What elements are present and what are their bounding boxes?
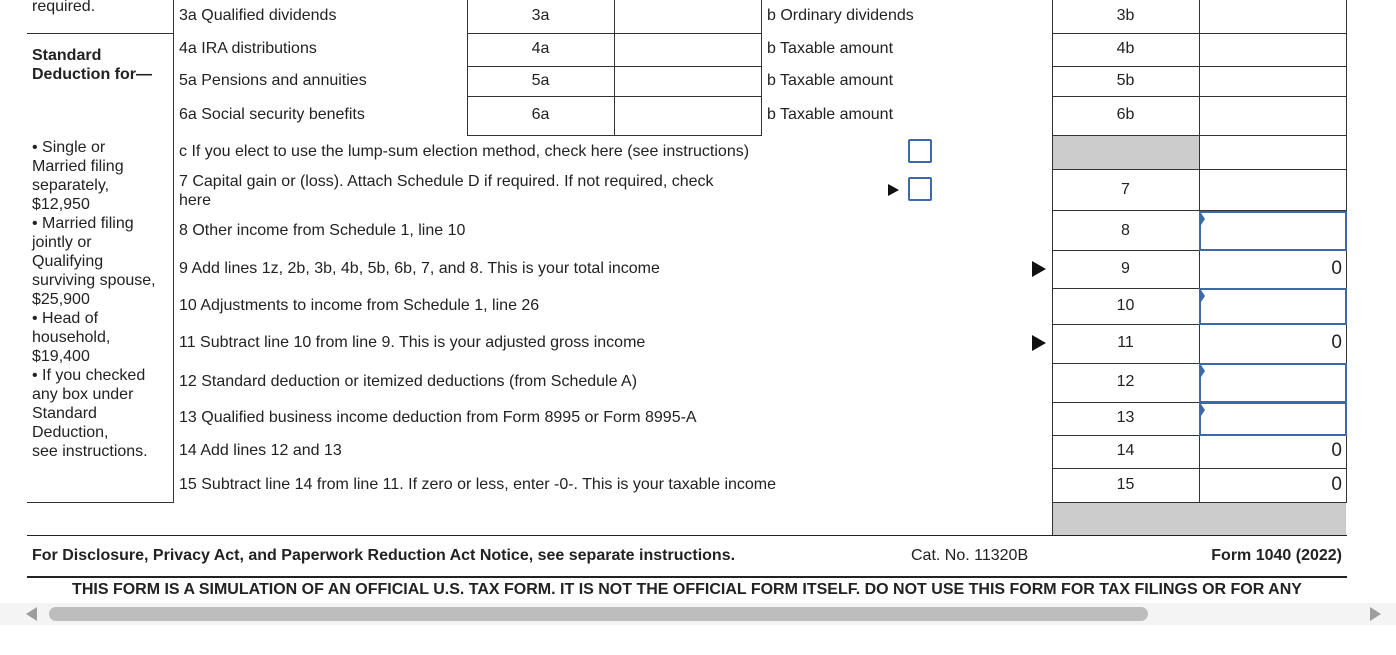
standard-deduction-title: Standard Deduction for— [32,47,152,83]
line-4b-label: b Taxable amount [767,40,894,57]
arrow-right-icon [1032,335,1046,351]
line-5b-label: b Taxable amount [767,72,894,89]
line-3b-input[interactable] [1200,1,1345,32]
line-8-label: 8 Other income from Schedule 1, line 10 [179,222,466,239]
line-3b-label: b Ordinary dividends [767,7,914,24]
line-11-box: 11 [1117,334,1134,351]
field-marker-icon [1201,213,1211,225]
line-3a-input[interactable] [615,1,760,32]
line-13-label: 13 Qualified business income deduction from Form 8995 or Form 8995-A [179,409,697,426]
line-5b-input[interactable] [1200,67,1345,95]
standard-deduction-list: • Single or Married filing separately, $12,950 • Married filing jointly or Qualifying surviving spouse, $25,900 • Head of household, $19,400 • If you checked any box under Standard Deduction, see instructions. [32,139,156,460]
field-marker-icon [1201,365,1211,377]
capital-gain-checkbox[interactable] [908,177,932,201]
arrow-right-icon [888,184,899,196]
line-7-label: 7 Capital gain or (loss). Attach Schedule D if required. If not required, check here [179,173,714,209]
line-12-input[interactable] [1199,363,1347,403]
arrow-right-icon [1032,261,1046,277]
line-4a-box: 4a [531,40,550,57]
line-12-label: 12 Standard deduction or itemized deductions (from Schedule A) [179,373,638,390]
line-5a-input[interactable] [615,67,760,95]
line-4b-input[interactable] [1200,34,1345,65]
line-5a-label: 5a Pensions and annuities [179,72,367,89]
line-5b-box: 5b [1116,72,1135,89]
field-marker-icon [1201,290,1211,302]
line-4a-input[interactable] [615,34,760,65]
line-11-label: 11 Subtract line 10 from line 9. This is your adjusted gross income [179,334,646,351]
required-fragment: required. [32,0,96,15]
line-3a-label: 3a Qualified dividends [179,7,337,24]
lump-sum-checkbox[interactable] [908,139,932,163]
line-6a-input[interactable] [615,97,760,134]
line-7-box: 7 [1121,181,1130,198]
line-10-label: 10 Adjustments to income from Schedule 1, line 26 [179,297,540,314]
line-6a-box: 6a [531,106,550,123]
line-11-value: 0 [1331,332,1342,353]
field-marker-icon [1201,404,1211,416]
line-14-label: 14 Add lines 12 and 13 [179,442,342,459]
cat-number: Cat. No. 11320B [911,547,1029,564]
shaded-cell-bottom [1053,503,1346,535]
scrollbar-thumb[interactable] [49,607,1148,621]
scroll-right-icon[interactable] [1370,607,1381,621]
line-5a-box: 5a [531,72,550,89]
line-9-box: 9 [1121,260,1130,277]
line-10-input[interactable] [1199,288,1347,325]
line-6b-box: 6b [1116,106,1135,123]
line-15-value: 0 [1331,474,1342,495]
line-13-box: 13 [1116,409,1135,426]
line-10-box: 10 [1116,297,1135,314]
line-15-box: 15 [1116,476,1135,493]
line-4a-label: 4a IRA distributions [179,40,317,57]
line-15-label: 15 Subtract line 14 from line 11. If zero or less, enter -0-. This is your taxable income [179,476,777,493]
line-3b-box: 3b [1116,7,1135,24]
form-name: Form 1040 (2022) [1211,547,1342,564]
line-14-box: 14 [1116,442,1135,459]
line-4b-box: 4b [1116,40,1135,57]
line-6b-label: b Taxable amount [767,106,894,123]
line-6a-label: 6a Social security benefits [179,106,365,123]
disclosure-notice: For Disclosure, Privacy Act, and Paperwork Reduction Act Notice, see separate instructions. [32,547,736,564]
scroll-left-icon[interactable] [26,607,37,621]
shaded-cell-6c [1053,136,1199,169]
line-13-input[interactable] [1199,402,1347,436]
simulation-disclaimer: THIS FORM IS A SIMULATION OF AN OFFICIAL U.S. TAX FORM. IT IS NOT THE OFFICIAL FORM ITSELF. DO NOT USE THIS FORM FOR TAX FILINGS OR FOR ANY [72,581,1302,598]
line-14-value: 0 [1331,440,1342,461]
line-7-input[interactable] [1200,170,1345,209]
line-9-value: 0 [1331,258,1342,279]
line-12-box: 12 [1116,373,1135,390]
line-3a-box: 3a [531,7,550,24]
line-6c-label: c If you elect to use the lump-sum election method, check here (see instructions) [179,143,750,160]
line-8-box: 8 [1121,222,1130,239]
line-8-input[interactable] [1199,211,1347,251]
line-6b-input[interactable] [1200,97,1345,134]
horizontal-scrollbar[interactable] [0,603,1396,625]
line-9-label: 9 Add lines 1z, 2b, 3b, 4b, 5b, 6b, 7, and 8. This is your total income [179,260,660,277]
